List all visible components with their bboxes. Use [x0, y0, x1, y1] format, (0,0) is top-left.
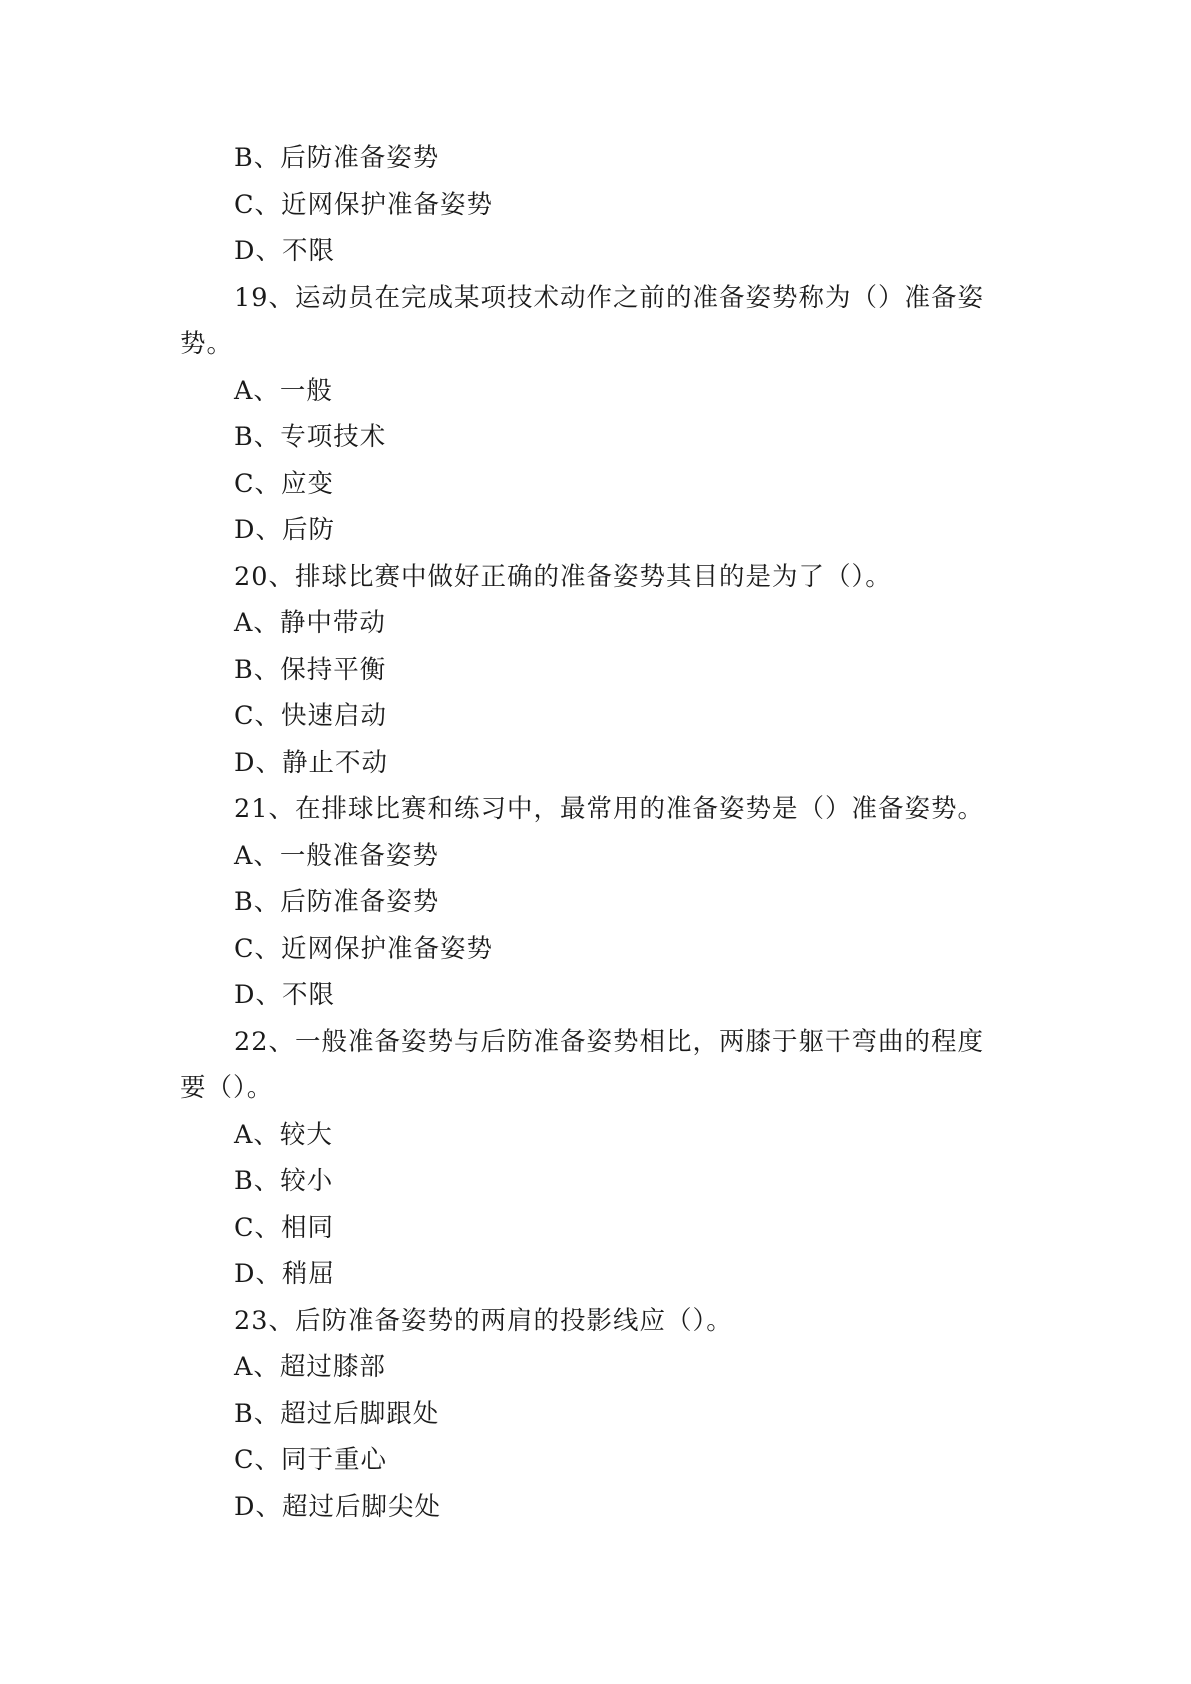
- option-line: D、静止不动: [234, 747, 388, 778]
- option-line: D、超过后脚尖处: [234, 1491, 441, 1522]
- option-line: B、超过后脚跟处: [234, 1398, 440, 1429]
- option-line: A、一般: [234, 375, 333, 406]
- question-23: 23、后防准备姿势的两肩的投影线应（）。: [234, 1305, 733, 1336]
- option-line: A、较大: [234, 1119, 333, 1150]
- option-line: A、超过膝部: [234, 1352, 386, 1382]
- option-line: C、同于重心: [234, 1445, 388, 1475]
- option-line: A、静中带动: [234, 608, 386, 638]
- option-line: C、近网保护准备姿势: [234, 189, 494, 220]
- option-line: C、近网保护准备姿势: [234, 933, 494, 964]
- question-19: 19、运动员在完成某项技术动作之前的准备姿势称为（）准备姿: [234, 282, 984, 313]
- option-line: B、保持平衡: [234, 654, 387, 685]
- option-line: C、应变: [234, 468, 335, 499]
- option-line: B、专项技术: [234, 422, 387, 452]
- question-19-continuation: 势。: [180, 329, 234, 359]
- option-line: A、一般准备姿势: [234, 840, 439, 871]
- option-line: B、较小: [234, 1166, 334, 1196]
- option-line: B、后防准备姿势: [234, 887, 440, 917]
- option-line: D、不限: [234, 980, 335, 1010]
- document-body: [180, 135, 1020, 1530]
- option-line: D、稍屈: [234, 1259, 335, 1289]
- question-22: 22、一般准备姿势与后防准备姿势相比，两膝于躯干弯曲的程度: [234, 1026, 984, 1057]
- option-line: D、后防: [234, 515, 335, 545]
- option-line: C、相同: [234, 1212, 335, 1243]
- question-22-continuation: 要（）。: [180, 1073, 274, 1103]
- option-line: C、快速启动: [234, 701, 388, 731]
- option-line: B、后防准备姿势: [234, 143, 440, 173]
- option-line: D、不限: [234, 236, 335, 266]
- question-20: 20、排球比赛中做好正确的准备姿势其目的是为了（）。: [234, 561, 892, 592]
- question-21: 21、在排球比赛和练习中，最常用的准备姿势是（）准备姿势。: [234, 794, 984, 824]
